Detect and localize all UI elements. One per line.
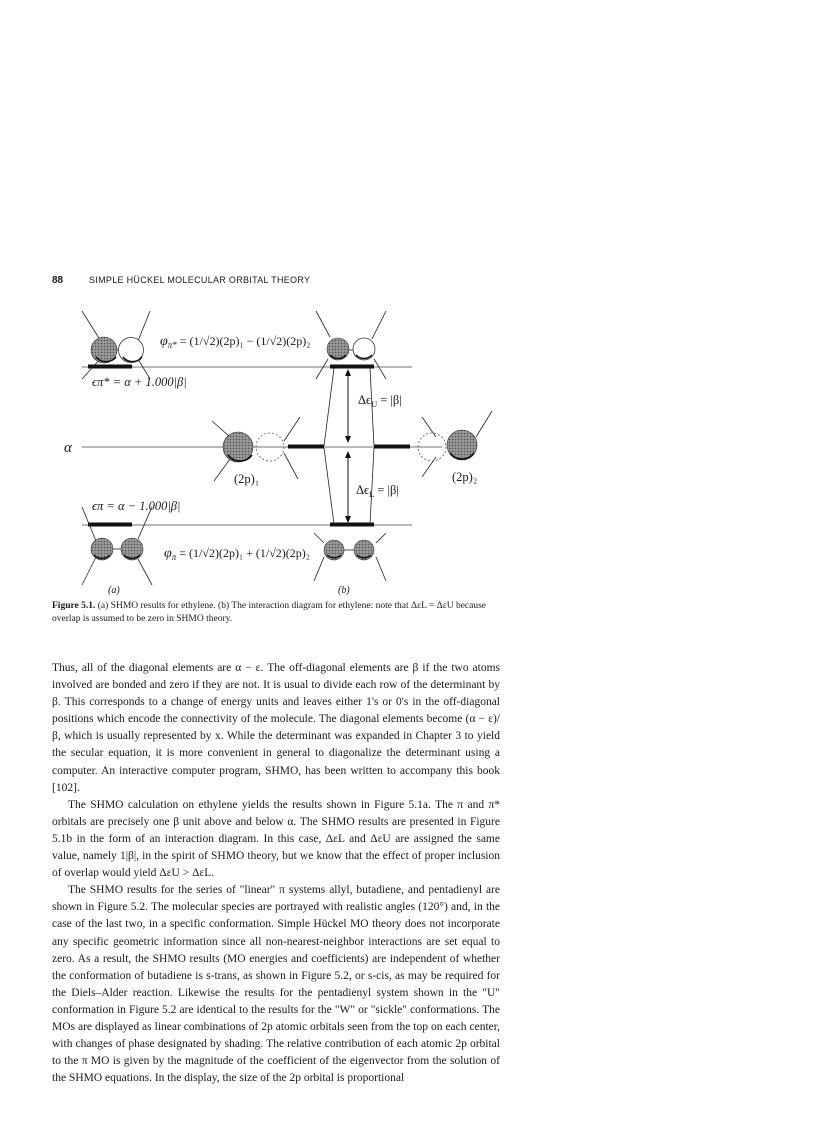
arrow-head <box>345 451 351 458</box>
running-title: SIMPLE HÜCKEL MOLECULAR ORBITAL THEORY <box>89 275 311 285</box>
caption-text: (a) SHMO results for ethylene. (b) The interaction diagram for ethylene: note that ΔεL = ΔεU because overlap is assumed to be zero in SHMO theory. <box>52 601 487 624</box>
figure-caption <box>52 600 500 626</box>
caption-label: Figure 5.1. <box>52 601 96 611</box>
paragraph: The SHMO calculation on ethylene yields the results shown in Figure 5.1a. The π and π* orbitals are precisely one β unit above and below α. The SHMO results are presented in Figure 5.1b in the form of an interaction diagram. In this case, ΔεL and ΔεU are assigned the same value, namely 1|β|, in the spirit of SHMO theory, but we know that the effect of proper inclusion of overlap would yield ΔεU > ΔεL. <box>52 798 500 880</box>
pi-star-orbitals-b <box>316 311 386 379</box>
paragraph: Thus, all of the diagonal elements are α − ε. The off-diagonal elements are β if the two atoms involved are bonded and zero if they are not. It is usual to divide each row of the determinant by β. This corresponds to a change of energy units and leaves either 1's or 0's in the off-diagonal positions which encode the connectivity of the molecule. The diagonal elements become (α − ε)/β, which is usually represented by x. While the determinant was expanded in Chapter 3 to yield the secular equation, it is more convenient in general to diagonalize the determinant using a computer. An interactive computer program, SHMO, has been written to accompany this book [102]. <box>52 662 500 794</box>
alpha-label: α <box>64 440 72 456</box>
alpha-level-bar-left <box>288 445 324 449</box>
pi-level-bar-a <box>88 523 132 527</box>
interaction-line <box>370 448 374 524</box>
figure-5-1 <box>52 297 502 603</box>
arrow-head <box>345 516 351 523</box>
panel-a-label: (a) <box>108 585 120 596</box>
phi-pi-label: $\varphi_\pi = (1/√2)(2p)_1 + (1/√2)(2p)_2$ <box>164 546 310 562</box>
alpha-level-bar-right <box>374 445 410 449</box>
pi-orbitals-b <box>314 533 386 581</box>
pi-star-orbitals-a <box>82 311 150 379</box>
orbital-2p2 <box>418 411 492 477</box>
pi-star-level-bar-b <box>330 365 374 369</box>
orbital-2p2-label: (2p)₂ <box>452 470 478 484</box>
arrow-head <box>345 369 351 376</box>
orbital-2p1-label: (2p)₁ <box>234 472 260 486</box>
pi-level-bar-b <box>330 523 374 527</box>
interaction-line <box>324 448 334 524</box>
phi-pi-star-label: $\varphi_{\pi*} = (1/√2)(2p)_1 - (1/√2)(2p)_2$ <box>160 334 311 350</box>
page-header <box>52 275 502 289</box>
body-text <box>52 660 500 1087</box>
delta-eps-l-label: $\Delta\epsilon_L = |\beta|$ <box>356 483 399 499</box>
pi-orbitals-a <box>82 507 152 585</box>
paragraph: The SHMO results for the series of "linear" π systems allyl, butadiene, and pentadienyl are shown in Figure 5.2. The molecular species are portrayed with realistic angles (120°) and, in the case of the last two, in a specific conformation. Simple Hückel MO theory does not incorporate any specific geometric information since all non-nearest-neighbor interactions are set equal to zero. As a result, the SHMO results (MO energies and coefficients) are independent of whether the conformation of butadiene is s-trans, as shown in Figure 5.2, or s-cis, as may be required for the Diels–Alder reaction. Likewise the results for the pentadienyl system shown in the "U" conformation in Figure 5.2 are identical to the results for the "W" or "sickle" conformations. The MOs are displayed as linear combinations of 2p atomic orbitals seen from the top on each center, with changes of phase designated by shading. The relative contribution of each atomic 2p orbital to the π MO is given by the magnitude of the coefficient of the eigenvector from the solution of the SHMO equations. In the display, the size of the 2p orbital is proportional <box>52 884 500 1085</box>
panel-b-label: (b) <box>338 585 350 596</box>
eps-pi-star-label: ϵπ* = α + 1.000|β| <box>92 375 187 389</box>
eps-pi-label: ϵπ = α − 1.000|β| <box>92 499 181 513</box>
interaction-line <box>324 368 334 446</box>
arrow-head <box>345 436 351 443</box>
page-number: 88 <box>52 275 64 286</box>
delta-eps-u-label: $\Delta\epsilon_U = |\beta|$ <box>358 393 402 409</box>
